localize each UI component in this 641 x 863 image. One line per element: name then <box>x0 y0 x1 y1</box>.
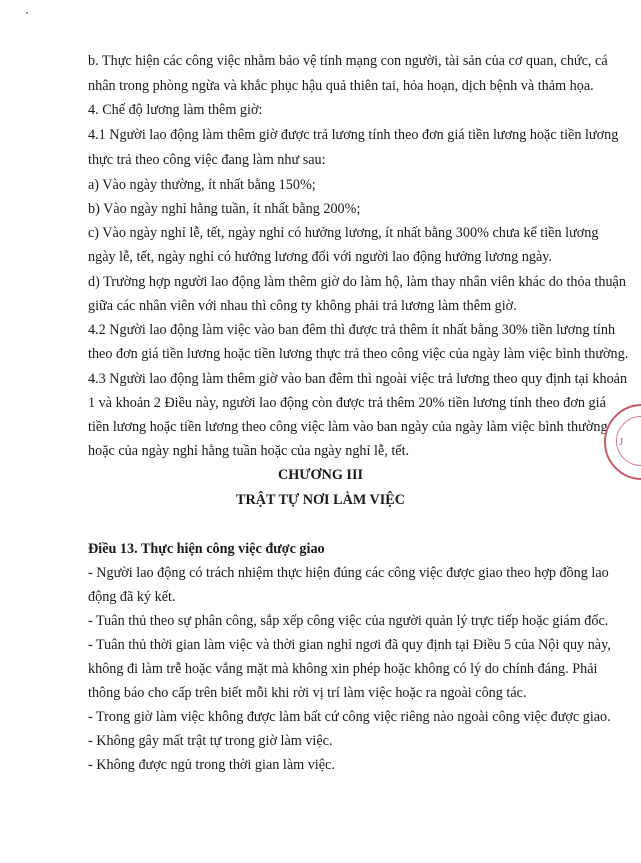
text-line: giữa các nhân viên với nhau thì công ty không phải trả lương làm thêm giờ. <box>88 298 517 314</box>
text-line: - Trong giờ làm việc không được làm bất cứ công việc riêng nào ngoài công việc được giao. <box>88 709 611 725</box>
text-line: tiền lương hoặc tiền lương theo công việc làm vào ban ngày của ngày làm việc bình thường <box>88 419 608 435</box>
text-line: b. Thực hiện các công việc nhằm bảo vệ tính mạng con người, tài sản của cơ quan, chức, cá <box>88 53 608 69</box>
text-line: 1 và khoản 2 Điều này, người lao động còn được trả thêm 20% tiền lương tính theo đơn giá <box>88 395 606 411</box>
text-line: theo đơn giá tiền lương hoặc tiền lương thực trả theo công việc của ngày làm việc bình thường. <box>88 346 629 362</box>
text-line: - Người lao động có trách nhiệm thực hiện đúng các công việc được giao theo hợp đồng lao <box>88 565 609 581</box>
text-line: không đi làm trễ hoặc vắng mặt mà không xin phép hoặc không có lý do chính đáng. Phải <box>88 661 598 677</box>
text-line: 4.1 Người lao động làm thêm giờ được trả lương tính theo đơn giá tiền lương hoặc tiền lương <box>88 127 619 143</box>
article-heading: Điều 13. Thực hiện công việc được giao <box>88 541 325 557</box>
text-line: - Không được ngủ trong thời gian làm việc. <box>88 757 335 773</box>
text-line: 4.3 Người lao động làm thêm giờ vào ban đêm thì ngoài việc trả lương theo quy định tại khoản <box>88 371 628 387</box>
text-line: nhân trong phòng ngừa và khắc phục hậu quả thiên tai, hỏa hoạn, dịch bệnh và thảm họa. <box>88 78 594 94</box>
chapter-heading: CHƯƠNG III <box>277 467 363 483</box>
text-line: 4. Chế độ lương làm thêm giờ: <box>88 102 263 118</box>
seal-mark: J <box>619 436 624 448</box>
text-line: - Không gây mất trật tự trong giờ làm việc. <box>88 733 333 749</box>
scan-speck <box>26 12 28 14</box>
text-line: - Tuân thủ theo sự phân công, sắp xếp công việc của người quản lý trực tiếp hoặc giám đốc. <box>88 613 609 629</box>
text-line: c) Vào ngày nghỉ lễ, tết, ngày nghỉ có hưởng lương, ít nhất bằng 300% chưa kể tiền lương <box>88 225 599 241</box>
text-line: - Tuân thủ thời gian làm việc và thời gian nghỉ ngơi đã quy định tại Điều 5 của Nội quy này, <box>88 637 611 653</box>
chapter-title: TRẬT TỰ NƠI LÀM VIỆC <box>236 492 405 508</box>
text-line: ngày lễ, tết, ngày nghỉ có hưởng lương đối với người lao động hưởng lương ngày. <box>88 249 552 265</box>
text-line: hoặc của ngày nghỉ hằng tuần hoặc của ngày nghỉ lễ, tết. <box>88 443 410 459</box>
text-line: a) Vào ngày thường, ít nhất bằng 150%; <box>88 177 316 193</box>
text-line: 4.2 Người lao động làm việc vào ban đêm thì được trả thêm ít nhất bằng 30% tiền lương tính <box>88 322 616 338</box>
text-line: d) Trường hợp người lao động làm thêm giờ do làm hộ, làm thay nhân viên khác do thỏa thuận <box>88 274 626 290</box>
text-line: thực trả theo công việc đang làm như sau: <box>88 152 326 168</box>
text-line: b) Vào ngày nghỉ hằng tuần, ít nhất bằng 200%; <box>88 201 361 217</box>
text-line: động đã ký kết. <box>88 589 176 605</box>
text-line: thông báo cho cấp trên biết mỗi khi rời vị trí làm việc hoặc ra ngoài công tác. <box>88 685 527 701</box>
